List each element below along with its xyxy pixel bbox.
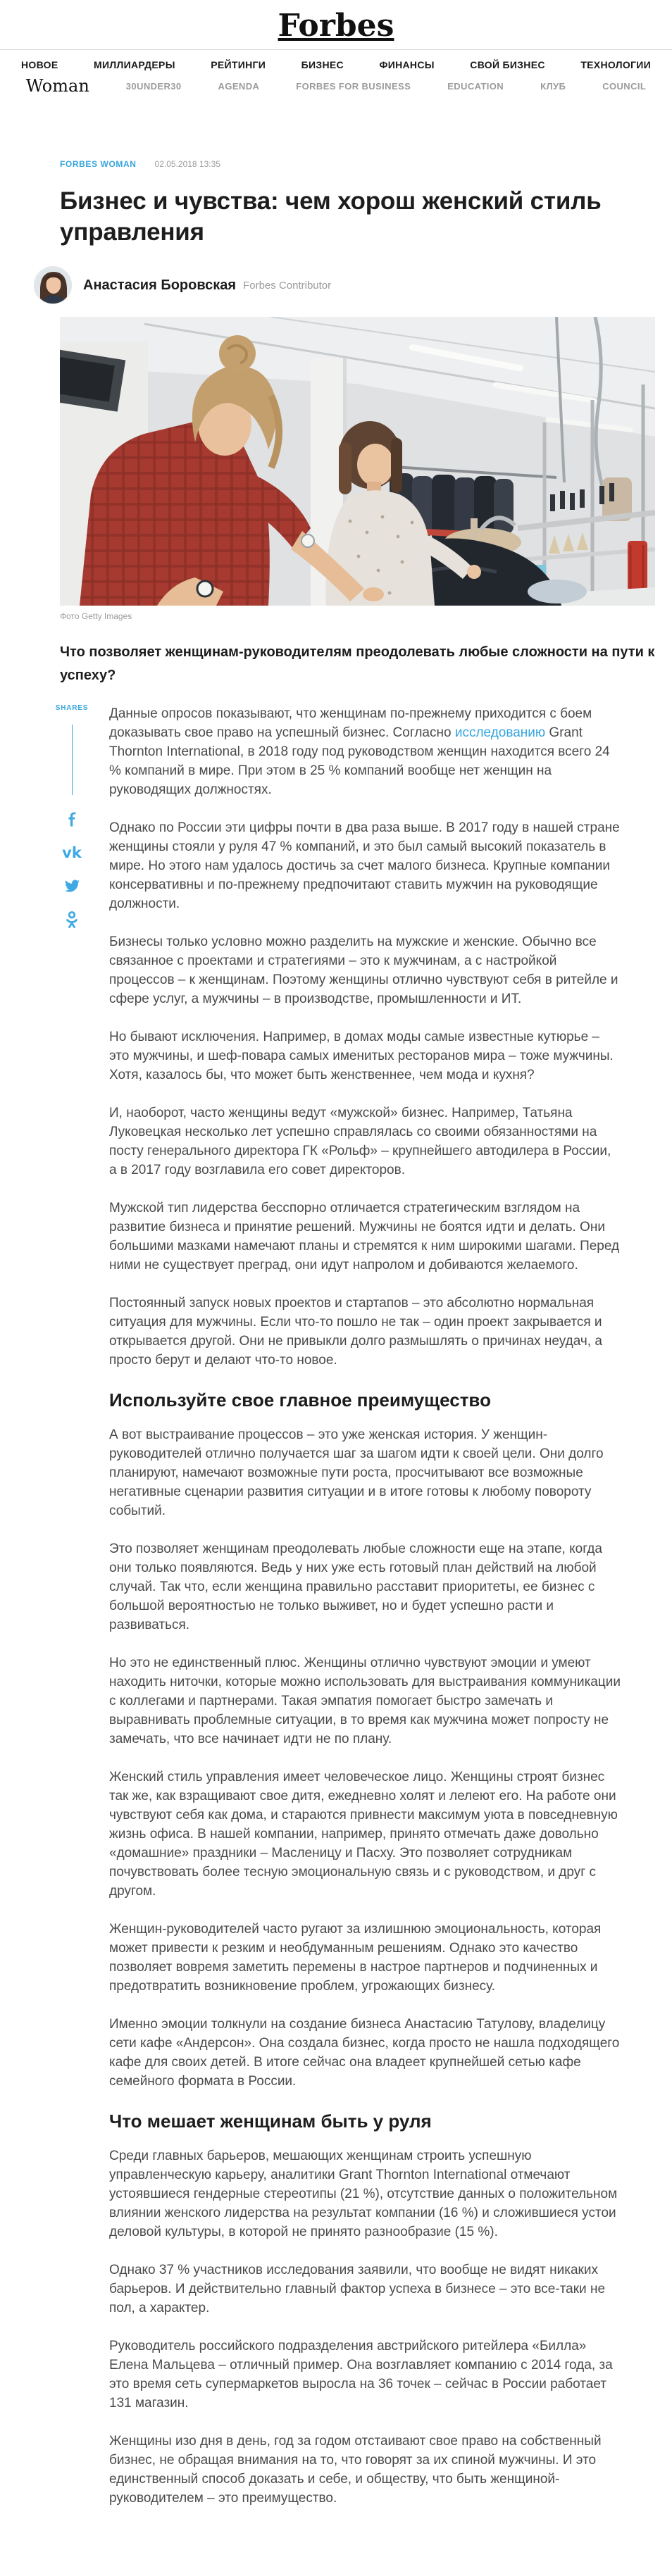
paragraph: Однако 37 % участников исследования заявили, что вообще не видят никаких барьеров. И действительно главный фактор успеха в бизнесе – это все-таки не пол, а характер. (109, 2263, 606, 2315)
section-heading-advantage: Используйте свое главное преимущество (109, 1389, 491, 1411)
nav-item-forbes-for-business[interactable]: FORBES FOR BUSINESS (296, 80, 411, 92)
nav-item-biznes[interactable]: БИЗНЕС (301, 59, 344, 70)
bottom-spacer (60, 2527, 655, 2576)
photo-credit: Фото Getty Images (60, 611, 132, 621)
vk-icon: vk (62, 844, 82, 861)
paragraph: Но это не единственный плюс. Женщины отлично чувствуют эмоции и умеют находить ниточки, которые можно использовать для выстраивания коммуникации с коллегами и партнерами. Такая эмпатия помогает быстро замечать и выравнивать проблемные ситуации, в то время как мужчина может попросту не замечать, что все начинает идти не по плану. (109, 1656, 621, 1746)
paragraph: Женщин-руководителей часто ругают за излишнюю эмоциональность, которая может привести к резким и необдуманным решениям. Однако это качество позволяет вовремя заметить перемены в настрое партнеров и подчиненных и предотвратить возникновение проблем, угрожающих бизнесу. (109, 1922, 602, 1994)
section-heading-barriers: Что мешает женщинам быть у руля (109, 2111, 432, 2132)
nav-item-30under30[interactable]: 30UNDER30 (125, 80, 182, 92)
paragraph: Бизнесы только условно можно разделить на мужские и женские. Обычно все связанное с проектами и стратегиями – это к мужчинам, а с настройкой процессов – к женщинам. Поэтому женщины отлично чувствуют себя в ритейле и сфере услуг, а мужчины – в производстве, промышленности и ИТ. (109, 934, 618, 1006)
paragraph: Среди главных барьеров, мешающих женщинам строить успешную управленческую карьеру, аналитики Grant Thornton International отмечают устоявшиеся гендерные стереотипы (21 %), отсутствие данных о положительном влиянии женского лидерства на результат компании (16 %) и сложившиеся устои деловой культуры, в которой не принято разнообразие (15 %). (109, 2149, 618, 2239)
primary-nav (0, 50, 672, 72)
paragraph: Однако по России эти цифры почти в два раза выше. В 2017 году в нашей стране женщины стояли у руля 47 % компаний, и это был самый высокий показатель в мире. Но этого нам удалось достичь за счет малого бизнеса. Крупные компании консервативны и по-прежнему предпочитают ставить мужчин на руководящие должности. (109, 820, 620, 911)
nav-item-council[interactable]: COUNCIL (602, 80, 647, 92)
odnoklassniki-icon (66, 911, 77, 928)
paragraph: Но бывают исключения. Например, в домах моды самые известные кутюрье – это мужчины, и шеф-повара самых именитых ресторанов мира – тоже мужчины. Хотя, казалось бы, что может быть женственнее, чем мода и кухня? (109, 1030, 614, 1082)
paragraph-text: Данные опросов показывают, что женщинам по-прежнему приходится с боем доказывать свое право на успешный бизнес. Согласно (109, 706, 592, 740)
page-title: Бизнес и чувства: чем хорош женский стиль управления (60, 187, 602, 246)
author-row (60, 266, 655, 304)
nav-item-woman-brand[interactable]: Woman (25, 76, 89, 96)
nav-item-novoe[interactable]: НОВОЕ (21, 59, 58, 70)
nav-item-finansy[interactable]: ФИНАНСЫ (379, 59, 435, 70)
publish-date: 02.05.2018 13:35 (154, 159, 220, 169)
forbes-logo[interactable]: Forbes (278, 8, 394, 44)
nav-item-agenda[interactable]: AGENDA (218, 80, 260, 92)
nav-item-klub[interactable]: КЛУБ (540, 80, 566, 92)
nav-item-reitingi[interactable]: РЕЙТИНГИ (211, 59, 266, 70)
share-icons (62, 812, 82, 928)
share-divider-line (72, 725, 73, 795)
article-meta (60, 159, 655, 169)
paragraph (109, 704, 621, 799)
masthead (0, 0, 672, 50)
facebook-icon (65, 812, 79, 827)
avatar-image (35, 267, 72, 304)
share-vk-button[interactable] (62, 846, 82, 861)
category-link[interactable]: FORBES WOMAN (60, 159, 137, 169)
article-body (109, 704, 621, 2527)
paragraph: Женщины изо дня в день, год за годом отстаивают свое право на собственный бизнес, не обращая внимания на то, что говорят за их спиной мужчины. И это единственный способ доказать и себе, и обществу, что быть женщиной-руководителем – это преимущество. (109, 2434, 602, 2506)
nav-item-svoy-biznes[interactable]: СВОЙ БИЗНЕС (470, 59, 545, 70)
nav-item-milliardery[interactable]: МИЛЛИАРДЕРЫ (94, 59, 175, 70)
article-content (55, 159, 655, 2576)
nav-item-tehnologii[interactable]: ТЕХНОЛОГИИ (580, 59, 651, 70)
paragraph: А вот выстраивание процессов – это уже женская история. У женщин-руководителей отлично получается шаг за шагом идти к своей цели. Они долго планируют, намечают возможные пути роста, просчитывают все возможные негативные сценарии развития ситуации и в итоге готовы к любому повороту событий. (109, 1427, 604, 1518)
paragraph: Женский стиль управления имеет человеческое лицо. Женщины строят бизнес так же, как взращивают свое дитя, ежедневно холят и лелеют его. На работе они чувствуют себя как дома, и стараются привнести максимум уюта в повседневную жизнь офиса. В нашей компании, например, принято отмечать даже довольно «домашние» праздники – Масленицу и Пасху. Это позволяет сотрудникам почувствовать более тесную эмоциональную связь и с руководством, и друг с другом. (109, 1770, 618, 1899)
hero-photo-women-garment-workshop (60, 317, 655, 606)
article-lede: Что позволяет женщинам-руководителям преодолевать любые сложности на пути к успеху? (60, 644, 655, 683)
twitter-icon (65, 880, 80, 892)
shares-label: SHARES (55, 704, 89, 712)
secondary-nav (0, 72, 672, 104)
paragraph: Именно эмоции толкнули на создание бизнеса Анастасию Татулову, владелицу сети кафе «Андерсон». Она создала бизнес, когда просто не нашла подходящего кафе для своих детей. В итоге сейчас она владеет крупнейшей сетью кафе семейного формата в России. (109, 2017, 620, 2089)
share-facebook-button[interactable] (65, 812, 79, 827)
paragraph: Постоянный запуск новых проектов и стартапов – это абсолютно нормальная ситуация для мужчины. Если что-то пошло не так – один проект закрывается и открывается другой. Они не привыкли долго размышлять о причинах неудач, а просто берут и делают что-то новое. (109, 1296, 602, 1368)
paragraph-text: Grant Thornton International, в 2018 году под руководством женщин находится всего 24 % компаний в мире. При этом в 25 % компаний вообще нет женщин на руководящих должностях. (109, 725, 610, 797)
share-rail (55, 704, 89, 2527)
share-odnoklassniki-button[interactable] (66, 911, 77, 928)
hero-image (60, 317, 655, 606)
paragraph: Мужской тип лидерства бесспорно отличается стратегическим взглядом на развитие бизнеса и принятие решений. Мужчины не боятся идти и делать. Они большими мазками намечают планы и стремятся к ним широкими шагами. Перед ними не существует преград, они идут напролом и добиваются желаемого. (109, 1201, 620, 1273)
paragraph: И, наоборот, часто женщины ведут «мужской» бизнес. Например, Татьяна Луковецкая несколько лет успешно справлялась со своими обязанностями на посту генерального директора ГК «Рольф» – крупнейшего автодилера в России, а в 2017 году возглавила его совет директоров. (109, 1106, 611, 1177)
paragraph: Руководитель российского подразделения австрийского ритейлера «Билла» Елена Мальцева – отличный пример. Она возглавляет компанию с 2014 года, за это время сеть супермаркетов выросла на 36 точек – сейчас в России работает 131 магазин. (109, 2339, 613, 2411)
author-avatar (34, 266, 72, 304)
nav-item-education[interactable]: EDUCATION (447, 80, 504, 92)
article-main (55, 704, 655, 2527)
author-role: Forbes Contributor (243, 279, 332, 292)
research-link[interactable]: исследованию (454, 725, 546, 740)
share-twitter-button[interactable] (65, 880, 80, 892)
author-name-link[interactable]: Анастасия Боровская (83, 277, 237, 293)
paragraph: Это позволяет женщинам преодолевать любые сложности еще на этапе, когда они только появляются. Ведь у них уже есть готовый план действий на любой случай. Так что, если женщина правильно расставит приоритеты, ее бизнес с большой вероятностью не только выживет, но и будет успешно расти и развиваться. (109, 1542, 602, 1632)
